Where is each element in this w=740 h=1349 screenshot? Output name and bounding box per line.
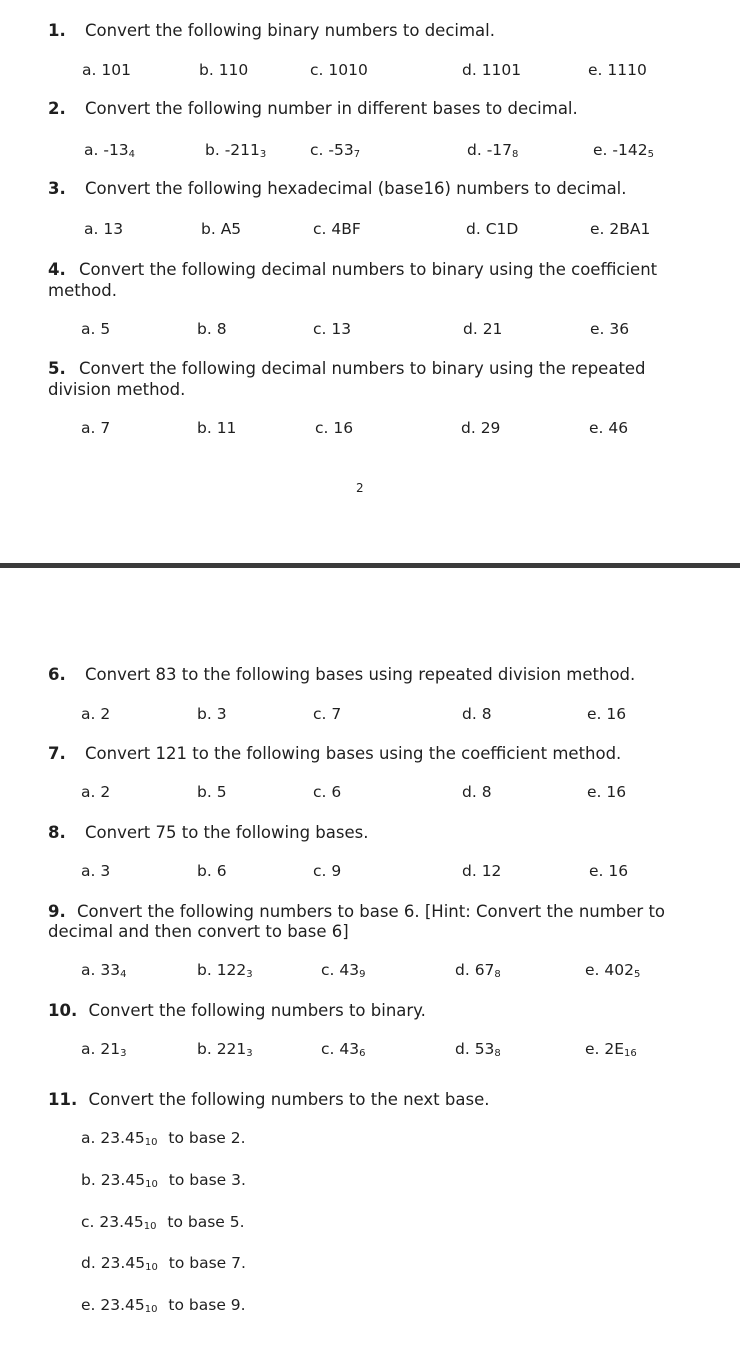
question-4 <box>48 260 657 279</box>
question-number: 1. <box>48 21 66 40</box>
option-e: e. 16 <box>589 862 629 880</box>
item-c: c. $23.45_{10}$ to base 5. <box>81 1213 245 1232</box>
option-c: c. 6 <box>313 783 342 801</box>
question-11 <box>48 1090 489 1109</box>
option-e: e. $402_5$ <box>585 961 641 980</box>
option-b: b. 11 <box>197 419 237 437</box>
option-a: a. 101 <box>82 61 131 79</box>
question-text: Convert the following decimal numbers to binary using the coefficient <box>79 260 658 279</box>
option-e: e. 1110 <box>588 61 647 79</box>
option-b: b. $221_3$ <box>197 1040 253 1059</box>
option-d: d. $53_8$ <box>455 1040 501 1059</box>
option-a: a. $33_4$ <box>81 961 127 980</box>
question-text: Convert the following binary numbers to decimal. <box>85 21 495 40</box>
option-d: d. C1D <box>466 220 519 238</box>
option-c: c. $43_6$ <box>321 1040 366 1059</box>
question-1 <box>48 21 495 40</box>
question-number: 6. <box>48 665 66 684</box>
option-b: b. A5 <box>201 220 242 238</box>
question-10 <box>48 1001 426 1020</box>
option-d: d. $-17_8$ <box>467 141 519 160</box>
item-d: d. $23.45_{10}$ to base 7. <box>81 1254 246 1273</box>
question-text: Convert 75 to the following bases. <box>85 823 369 842</box>
question-number: 3. <box>48 179 66 198</box>
option-a: a. $21_3$ <box>81 1040 127 1059</box>
option-e: e. 16 <box>587 705 627 723</box>
option-e: e. 2BA1 <box>590 220 651 238</box>
question-text: Convert the following numbers to base 6. [Hint: Convert the number to <box>77 902 666 921</box>
option-b: b. 110 <box>199 61 249 79</box>
option-d: d. 8 <box>462 783 492 801</box>
question-number: 10. <box>48 1001 78 1020</box>
option-d: d. 29 <box>461 419 501 437</box>
option-c: c. 1010 <box>310 61 368 79</box>
question-text-continued: division method. <box>48 380 186 399</box>
option-a: a. 3 <box>81 862 111 880</box>
question-text: Convert the following hexadecimal (base16) numbers to decimal. <box>85 179 627 198</box>
option-c: c. 16 <box>315 419 354 437</box>
question-text: Convert 121 to the following bases using the coefficient method. <box>85 744 622 763</box>
option-b: b. $122_3$ <box>197 961 253 980</box>
option-e: e. 16 <box>587 783 627 801</box>
question-number: 8. <box>48 823 66 842</box>
option-c: c. 9 <box>313 862 342 880</box>
item-a: a. $23.45_{10}$ to base 2. <box>81 1129 246 1148</box>
question-2 <box>48 99 578 118</box>
option-d: d. 1101 <box>462 61 522 79</box>
question-text-continued: decimal and then convert to base 6] <box>48 922 349 941</box>
option-e: e. 46 <box>589 419 629 437</box>
question-number: 2. <box>48 99 66 118</box>
option-c: c. $-53_7$ <box>310 141 361 160</box>
item-e: e. $23.45_{10}$ to base 9. <box>81 1296 246 1315</box>
option-d: d. 12 <box>462 862 502 880</box>
option-b: b. 8 <box>197 320 227 338</box>
question-9 <box>48 902 665 921</box>
option-d: d. 21 <box>463 320 503 338</box>
option-b: b. 5 <box>197 783 227 801</box>
page-divider <box>0 563 740 568</box>
question-text: Convert 83 to the following bases using repeated division method. <box>85 665 636 684</box>
question-number: 9. <box>48 902 66 921</box>
option-d: d. 8 <box>462 705 492 723</box>
option-b: b. $-211_3$ <box>205 141 267 160</box>
option-a: a. 2 <box>81 783 111 801</box>
option-e: e. $2E_{16}$ <box>585 1040 637 1059</box>
question-text: Convert the following number in different bases to decimal. <box>85 99 578 118</box>
option-b: b. 6 <box>197 862 227 880</box>
option-e: e. $-142_5$ <box>593 141 654 160</box>
question-number: 5. <box>48 359 66 378</box>
question-8 <box>48 823 368 842</box>
option-a: a. 13 <box>84 220 124 238</box>
option-d: d. $67_8$ <box>455 961 501 980</box>
option-c: c. 7 <box>313 705 342 723</box>
question-7 <box>48 744 621 763</box>
question-number: 11. <box>48 1090 78 1109</box>
question-6 <box>48 665 635 684</box>
page-number: 2 <box>356 481 364 495</box>
question-text-continued: method. <box>48 281 117 300</box>
option-a: a. 7 <box>81 419 111 437</box>
item-b: b. $23.45_{10}$ to base 3. <box>81 1171 246 1190</box>
option-c: c. 4BF <box>313 220 361 238</box>
question-3 <box>48 179 627 198</box>
option-b: b. 3 <box>197 705 227 723</box>
question-number: 4. <box>48 260 66 279</box>
option-a: a. $-13_4$ <box>84 141 136 160</box>
question-number: 7. <box>48 744 66 763</box>
question-text: Convert the following decimal numbers to binary using the repeated <box>79 359 646 378</box>
question-text: Convert the following numbers to binary. <box>88 1001 426 1020</box>
question-text: Convert the following numbers to the next base. <box>88 1090 490 1109</box>
option-a: a. 2 <box>81 705 111 723</box>
option-c: c. $43_9$ <box>321 961 366 980</box>
option-c: c. 13 <box>313 320 352 338</box>
option-e: e. 36 <box>590 320 630 338</box>
question-5 <box>48 359 646 378</box>
option-a: a. 5 <box>81 320 111 338</box>
